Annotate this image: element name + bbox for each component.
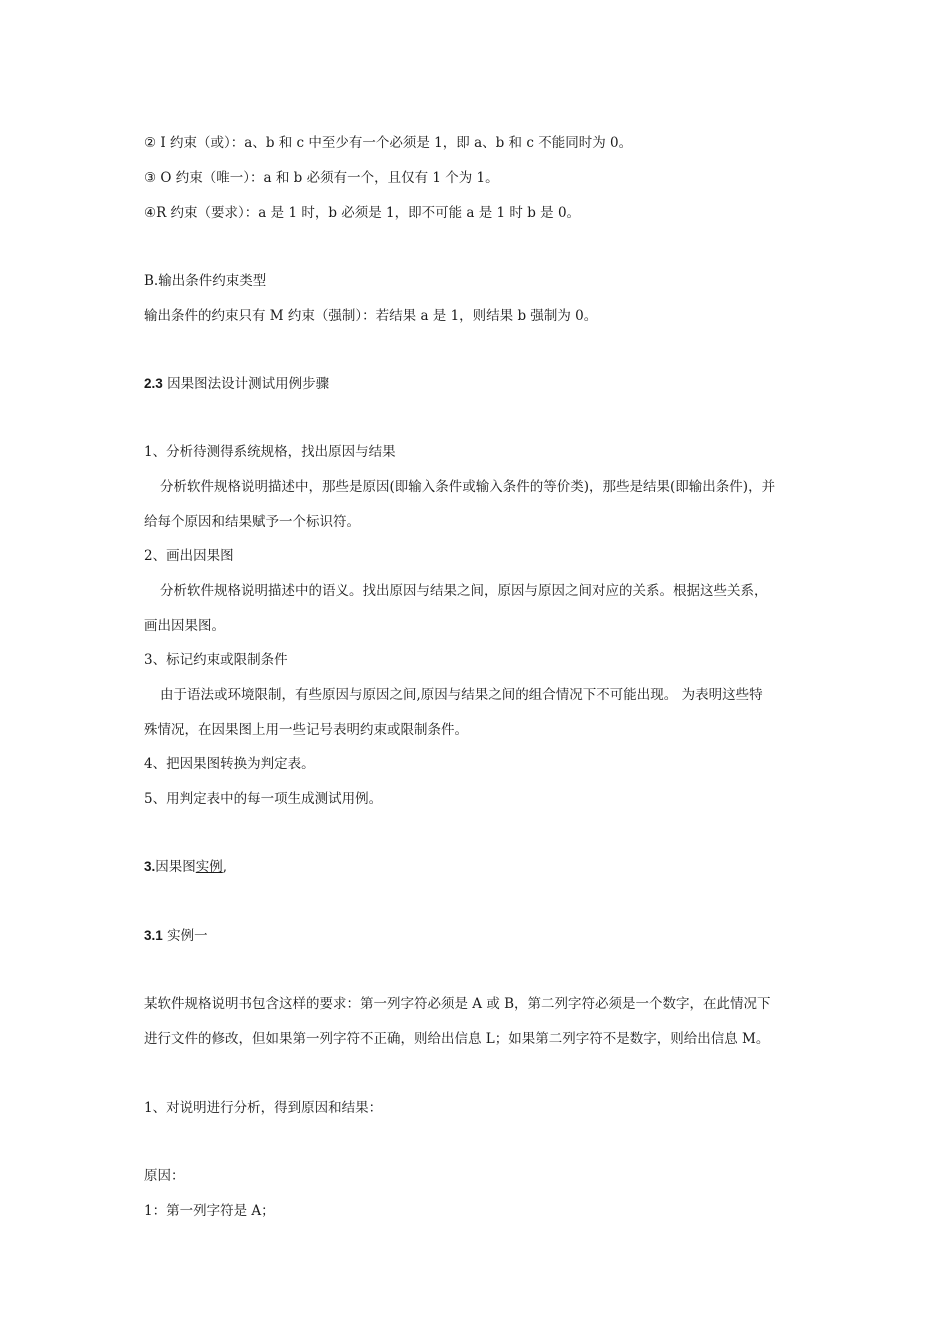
step2-body-line2: 画出因果图。 xyxy=(144,618,225,634)
section-2-3-number: 2.3 xyxy=(144,376,163,391)
step2-body-line1: 分析软件规格说明描述中的语义。找出原因与结果之间，原因与原因之间对应的关系。根据这些关系， xyxy=(160,583,768,599)
output-constraints-body: 输出条件的约束只有 M 约束（强制）：若结果 a 是 1，则结果 b 强制为 0。 xyxy=(144,308,598,324)
analysis-title: 1、对说明进行分析，得到原因和结果： xyxy=(144,1100,383,1116)
section-3-heading xyxy=(144,857,816,877)
step1-title: 1、分析待测得系统规格，找出原因与结果 xyxy=(144,444,396,460)
causes-label: 原因： xyxy=(144,1168,185,1184)
step1-body-line2: 给每个原因和结果赋予一个标识符。 xyxy=(144,514,360,530)
example-text-line1: 某软件规格说明书包含这样的要求：第一列字符必须是 A 或 B，第二列字符必须是一个数字，在此情况下 xyxy=(144,996,771,1012)
cause-item-1: 1：第一列字符是 A； xyxy=(144,1203,275,1219)
section-3-title-link: 实例 xyxy=(195,859,223,875)
step4-title: 4、把因果图转换为判定表。 xyxy=(144,756,315,772)
i-constraint-text: ② I 约束（或）：a、b 和 c 中至少有一个必须是 1，即 a、b 和 c 不能同时为 0。 xyxy=(144,135,633,151)
step5-title: 5、用判定表中的每一项生成测试用例。 xyxy=(144,791,383,807)
step3-title: 3、标记约束或限制条件 xyxy=(144,652,288,668)
o-constraint-text: ③ O 约束（唯一）：a 和 b 必须有一个，且仅有 1 个为 1。 xyxy=(144,170,499,186)
section-3-title: 因果图 xyxy=(155,859,196,875)
step3-body-line1: 由于语法或环境限制，有些原因与原因之间,原因与结果之间的组合情况下不可能出现。 为表明这些特 xyxy=(160,687,763,703)
section-2-3-title: 因果图法设计测试用例步骤 xyxy=(162,376,330,392)
section-3-title-suffix: , xyxy=(222,859,228,875)
r-constraint-text: ④R 约束（要求）：a 是 1 时，b 必须是 1，即不可能 a 是 1 时 b 是 0。 xyxy=(144,205,581,221)
example-text-line2: 进行文件的修改，但如果第一列字符不正确，则给出信息 L；如果第二列字符不是数字，则给出信息 M。 xyxy=(144,1031,770,1047)
step1-body-line1: 分析软件规格说明描述中，那些是原因(即输入条件或输入条件的等价类)，那些是结果(即输出条件)，并 xyxy=(160,479,776,495)
section-3-1-heading xyxy=(144,926,816,946)
section-3-1-title: 实例一 xyxy=(162,928,208,944)
step3-body-line2: 殊情况，在因果图上用一些记号表明约束或限制条件。 xyxy=(144,722,468,738)
output-constraints-heading: B.输出条件约束类型 xyxy=(144,273,267,289)
section-3-number: 3. xyxy=(144,859,156,874)
section-2-3-heading xyxy=(144,374,816,394)
section-3-1-number: 3.1 xyxy=(144,928,163,943)
step2-title: 2、画出因果图 xyxy=(144,548,234,564)
